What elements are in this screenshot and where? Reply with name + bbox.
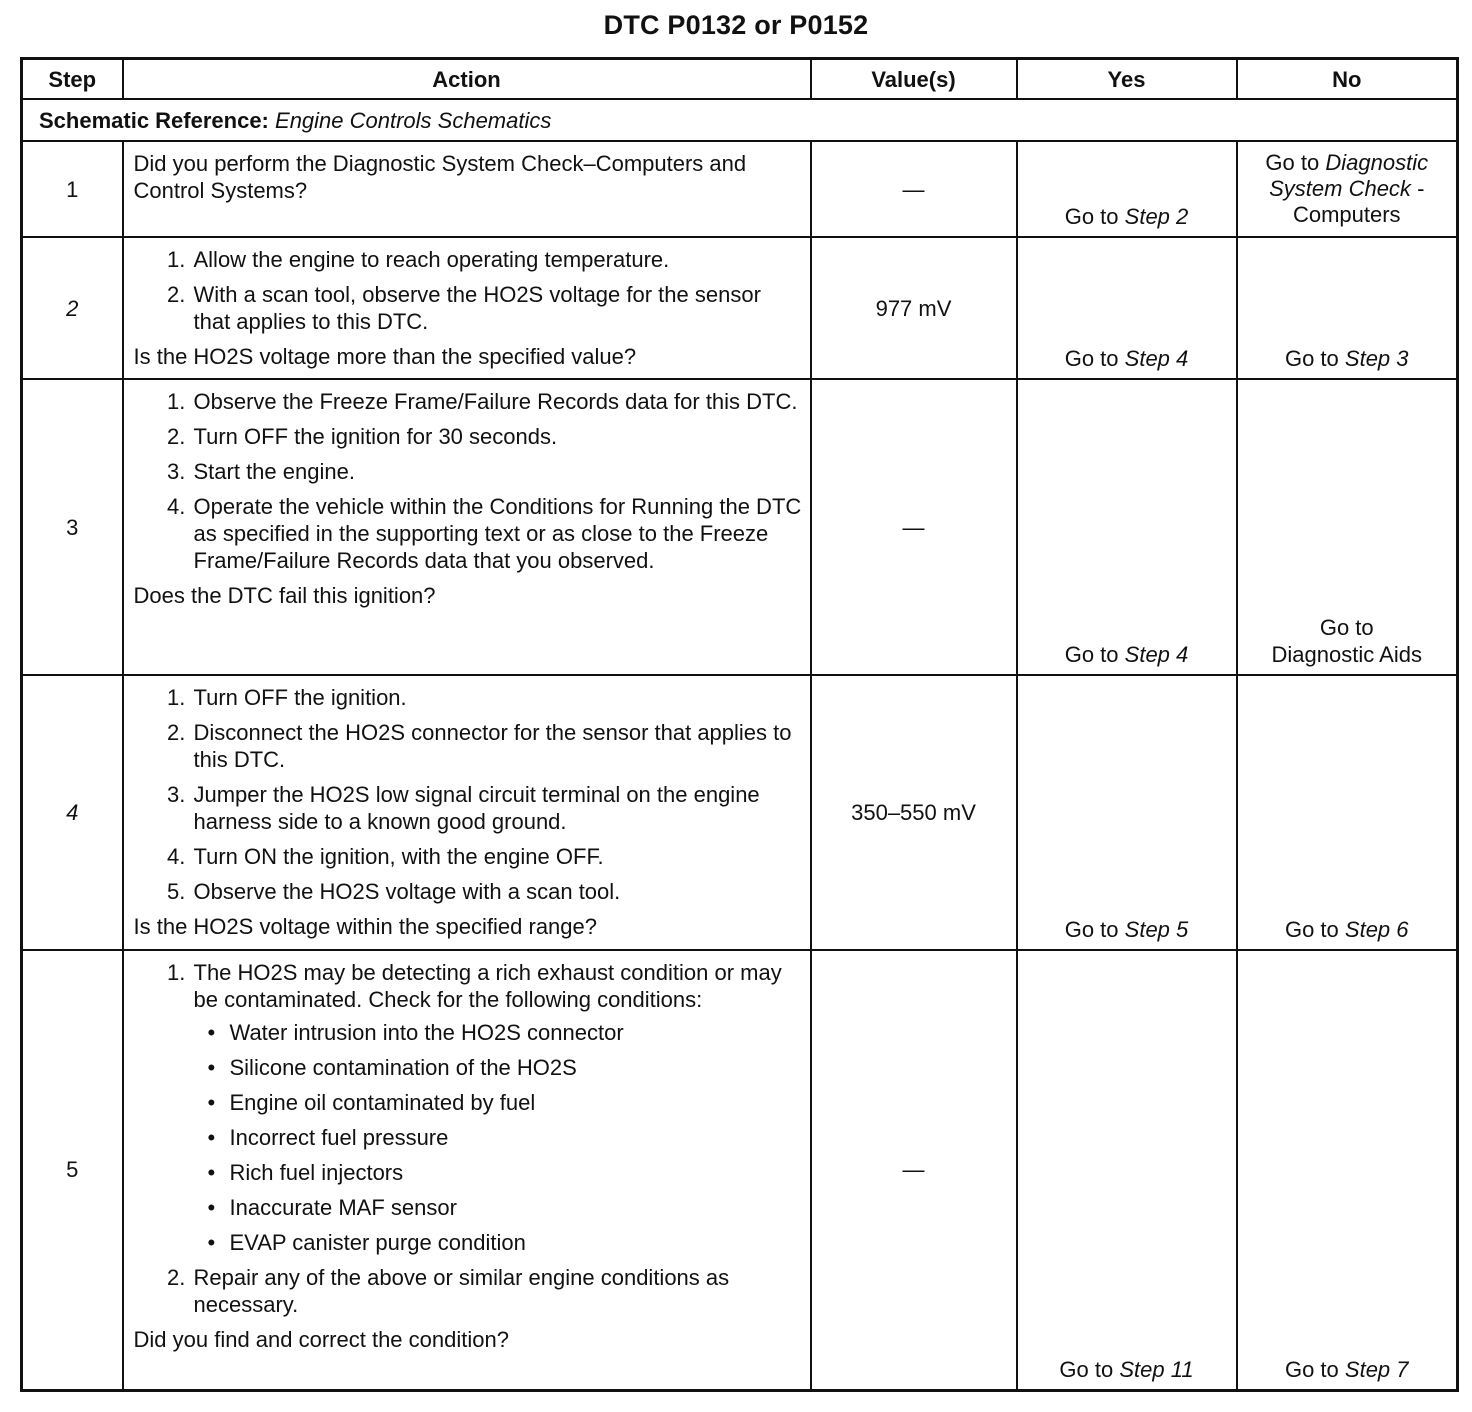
condition-item: • EVAP canister purge condition [208, 1229, 802, 1256]
action-list [134, 684, 802, 905]
yes-link[interactable]: Step 4 [1124, 642, 1189, 667]
no-link[interactable]: Step 3 [1344, 346, 1409, 371]
header-no: No [1237, 59, 1458, 100]
no-link[interactable]: Diagnostic System Check [1269, 150, 1429, 201]
action-item: 2. Disconnect the HO2S connector for the sensor that applies to this DTC. [192, 719, 802, 773]
no-prefix: Go to [1265, 150, 1320, 175]
no-suffix: - Computers [1292, 176, 1425, 227]
action-cell [123, 141, 811, 237]
no-cell[interactable] [1237, 141, 1458, 237]
action-item: 5. Observe the HO2S voltage with a scan tool. [192, 878, 802, 905]
step-number: 1 [22, 141, 123, 237]
header-action: Action [123, 59, 811, 100]
yes-prefix: Go to [1064, 917, 1119, 942]
yes-prefix: Go to [1064, 346, 1119, 371]
action-item: 1. Allow the engine to reach operating temperature. [192, 246, 802, 273]
no-cell[interactable] [1237, 675, 1458, 950]
condition-item: • Inaccurate MAF sensor [208, 1194, 802, 1221]
value-cell: 350–550 mV [811, 675, 1017, 950]
no-prefix: Go to [1319, 615, 1374, 640]
yes-cell[interactable] [1017, 675, 1237, 950]
action-cell [123, 237, 811, 379]
action-item [192, 959, 802, 1256]
action-item: 4. Operate the vehicle within the Conditions for Running the DTC as specified in the supporting text or as close to the Freeze Frame/Failure Records data that you observed. [192, 493, 802, 574]
action-list [134, 246, 802, 335]
yes-prefix: Go to [1059, 1356, 1114, 1382]
table-row [22, 675, 1458, 950]
no-prefix: Go to [1284, 1356, 1339, 1382]
condition-item: • Silicone contamination of the HO2S [208, 1054, 802, 1081]
value-cell: — [811, 141, 1017, 237]
step-number: 3 [22, 379, 123, 675]
value-cell: 977 mV [811, 237, 1017, 379]
schematic-reference [22, 99, 1458, 141]
header-values: Value(s) [811, 59, 1017, 100]
page-title: DTC P0132 or P0152 [603, 10, 869, 40]
action-item: 1. Observe the Freeze Frame/Failure Records data for this DTC. [192, 388, 802, 415]
question: Did you find and correct the condition? [133, 1327, 509, 1352]
condition-item: • Water intrusion into the HO2S connector [208, 1019, 802, 1046]
value-cell: — [811, 379, 1017, 675]
condition-item: • Engine oil contaminated by fuel [208, 1089, 802, 1116]
step-number: 2 [22, 237, 123, 379]
question: Is the HO2S voltage more than the specified value? [133, 344, 637, 369]
no-link[interactable]: Step 6 [1344, 917, 1409, 942]
step-number: 5 [22, 950, 123, 1390]
yes-prefix: Go to [1064, 204, 1119, 229]
header-yes: Yes [1017, 59, 1237, 100]
yes-cell[interactable] [1017, 950, 1237, 1390]
no-cell[interactable] [1237, 950, 1458, 1390]
no-cell[interactable] [1237, 379, 1458, 675]
action-item-text: The HO2S may be detecting a rich exhaust condition or may be contaminated. Check for the following conditions: [193, 960, 782, 1012]
condition-item: • Rich fuel injectors [208, 1159, 802, 1186]
header-step: Step [22, 59, 123, 100]
action-item: 3. Start the engine. [192, 458, 802, 485]
yes-link[interactable]: Step 4 [1124, 346, 1189, 371]
yes-cell[interactable] [1017, 141, 1237, 237]
condition-item: • Incorrect fuel pressure [208, 1124, 802, 1151]
step-number: 4 [22, 675, 123, 950]
yes-prefix: Go to [1064, 642, 1119, 667]
no-link[interactable]: Step 7 [1344, 1356, 1409, 1382]
action-item: 2. Turn OFF the ignition for 30 seconds. [192, 423, 802, 450]
table-row [22, 950, 1458, 1390]
diagnostic-table [20, 57, 1459, 1392]
schematic-reference-link[interactable]: Engine Controls Schematics [275, 107, 552, 133]
value-cell: — [811, 950, 1017, 1390]
schematic-reference-label: Schematic Reference: [39, 107, 269, 133]
action-item: 1. Turn OFF the ignition. [192, 684, 802, 711]
table-row [22, 141, 1458, 237]
no-cell[interactable] [1237, 237, 1458, 379]
action-item: 4. Turn ON the ignition, with the engine OFF. [192, 843, 802, 870]
table-row [22, 379, 1458, 675]
table-row [22, 237, 1458, 379]
schematic-reference-row [22, 99, 1458, 141]
no-prefix: Go to [1284, 346, 1339, 371]
action-list [134, 959, 802, 1318]
yes-link[interactable]: Step 2 [1124, 204, 1189, 229]
yes-cell[interactable] [1017, 237, 1237, 379]
action-cell [123, 675, 811, 950]
question: Is the HO2S voltage within the specified range? [133, 914, 597, 939]
yes-link[interactable]: Step 11 [1119, 1356, 1194, 1382]
yes-cell[interactable] [1017, 379, 1237, 675]
action-item: 2. Repair any of the above or similar engine conditions as necessary. [192, 1264, 802, 1318]
action-cell [123, 950, 811, 1390]
question: Does the DTC fail this ignition? [133, 583, 436, 608]
action-item: 2. With a scan tool, observe the HO2S voltage for the sensor that applies to this DTC. [192, 281, 802, 335]
action-cell [123, 379, 811, 675]
no-prefix: Go to [1284, 917, 1339, 942]
question: Did you perform the Diagnostic System Check–Computers and Control Systems? [133, 151, 747, 203]
yes-link[interactable]: Step 5 [1124, 917, 1189, 942]
header-row [22, 59, 1458, 100]
no-link[interactable]: Diagnostic Aids [1271, 642, 1422, 667]
condition-list [194, 1019, 802, 1256]
action-list [134, 388, 802, 574]
action-item: 3. Jumper the HO2S low signal circuit terminal on the engine harness side to a known good ground. [192, 781, 802, 835]
